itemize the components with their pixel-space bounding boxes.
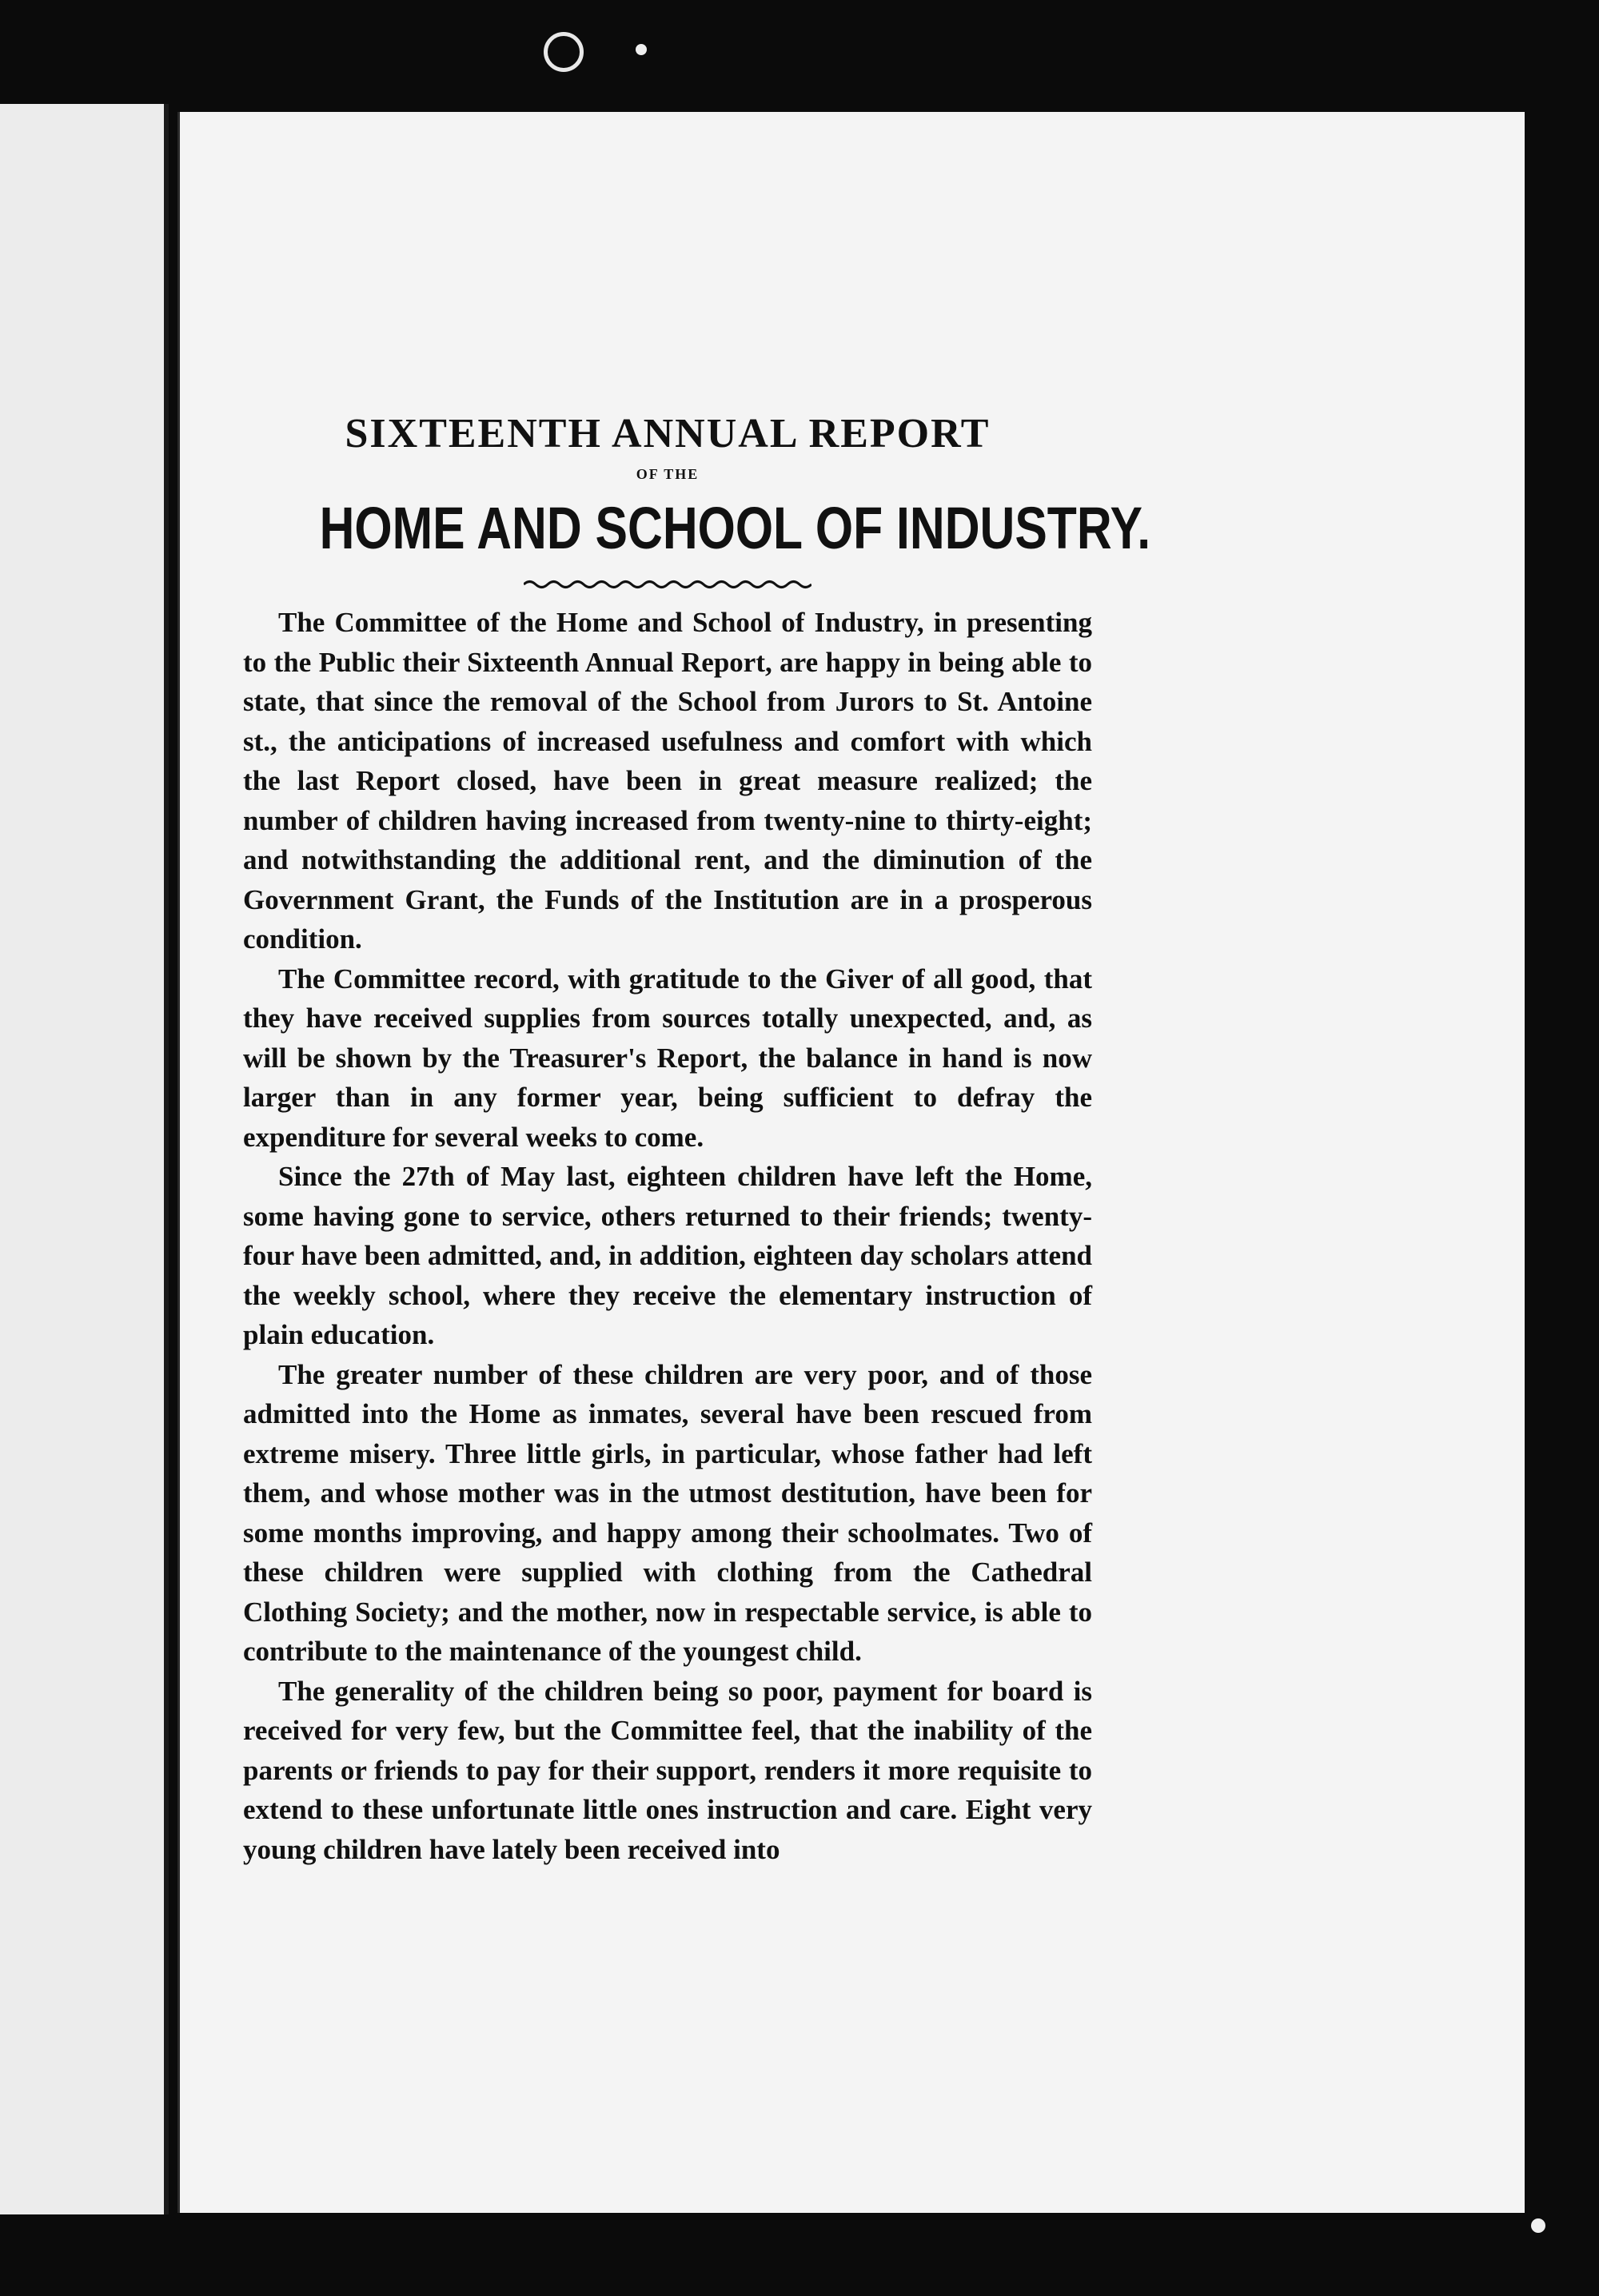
- wavy-rule-ornament: [524, 577, 811, 592]
- paragraph: The greater number of these children are very poor, and of those admitted into the Home as inmates, several have been rescued from extreme misery. Three little girls, in particular, whose father had left them, and whose mother was in the utmost destitution, have been for some months improving, and happy among their schoolmates. Two of these children were supplied with clothing from the Cathedral Clothing Society; and the mother, now in respectable service, is able to contribute to the maintenance of the youngest child.: [243, 1358, 1092, 1667]
- film-speck: [1531, 2218, 1545, 2233]
- text-block: [243, 292, 1151, 1869]
- facing-page: [0, 104, 169, 2214]
- film-speck: [544, 32, 584, 72]
- paragraph: The generality of the children being so poor, payment for board is received for very few, but the Committee feel, that the inability of the parents or friends to pay for their support, renders it more requisite to extend to these unfortunate little ones instruction and care. Eight very young children have lately been received into: [243, 1675, 1092, 1865]
- report-body: [243, 603, 1092, 1869]
- report-title: SIXTEENTH ANNUAL REPORT: [345, 411, 991, 456]
- paragraph: The Committee record, with gratitude to the Giver of all good, that they have received supplies from sources totally unexpected, and, as will be shown by the Treasurer's Report, the balance in hand is now larger than in any former year, being sufficient to defray the expenditure for several weeks to come.: [243, 963, 1092, 1153]
- paragraph: Since the 27th of May last, eighteen children have left the Home, some having gone to service, others returned to their friends; twenty-four have been admitted, and, in addition, eighteen day scholars attend the weekly school, where they receive the elementary instruction of plain education.: [243, 1161, 1092, 1350]
- of-the-label: OF THE: [636, 466, 700, 482]
- paragraph: The Committee of the Home and School of Industry, in presenting to the Public their Sixteenth Annual Report, are happy in being able to state, that since the removal of the School from Jurors to St. Antoine st., the anticipations of increased usefulness and comfort with which the last Report closed, have been in great measure realized; the number of children having increased from twenty-nine to thirty-eight; and notwithstanding the additional rent, and the diminution of the Government Grant, the Funds of the Institution are in a prosperous condition.: [243, 607, 1092, 955]
- film-speck: [636, 44, 647, 55]
- institution-name: HOME AND SCHOOL OF INDUSTRY.: [319, 495, 1151, 561]
